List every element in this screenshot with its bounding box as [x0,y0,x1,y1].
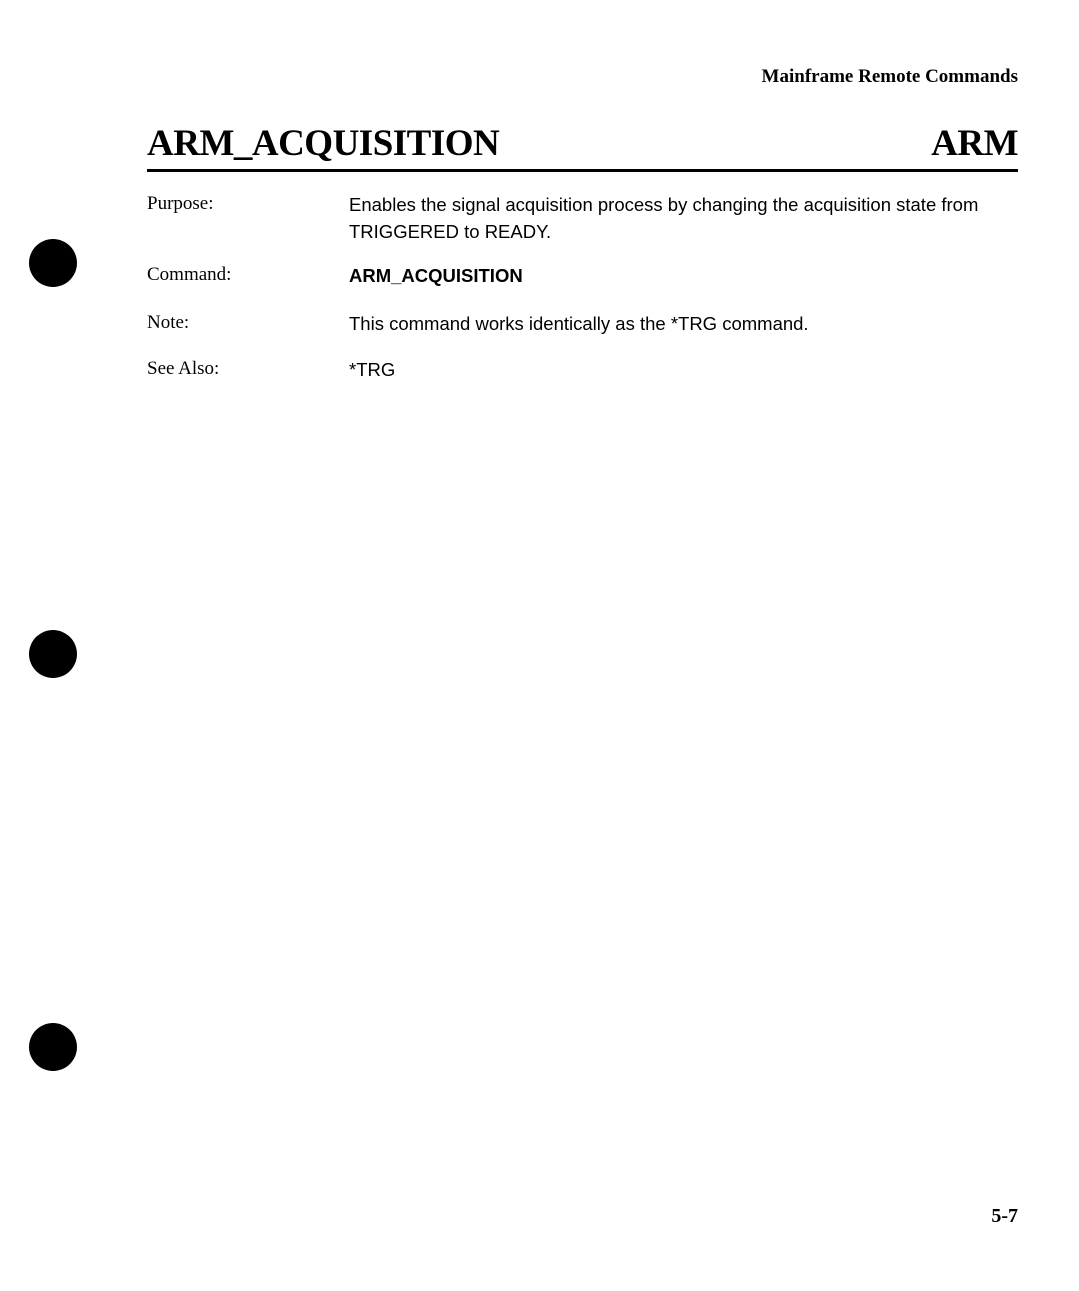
command-text: ARM_ACQUISITION [349,265,523,286]
command-title: ARM_ACQUISITION [147,123,500,164]
purpose-text: Enables the signal acquisition process by changing the acquisition state from TRIGGERED to READY. [349,194,979,242]
see-also-label: See Also: [147,358,220,379]
command-short-name: ARM [931,123,1018,164]
see-also-text: *TRG [349,359,396,380]
note-text: This command works identically as the *TRG command. [349,313,809,334]
binder-hole-middle [29,630,77,678]
running-head: Mainframe Remote Commands [761,66,1018,87]
page-number: 5-7 [991,1205,1018,1227]
command-label: Command: [147,264,232,285]
note-label: Note: [147,312,190,333]
binder-hole-bottom [29,1023,77,1071]
title-rule [147,169,1018,172]
purpose-label: Purpose: [147,193,214,214]
binder-hole-top [29,239,77,287]
